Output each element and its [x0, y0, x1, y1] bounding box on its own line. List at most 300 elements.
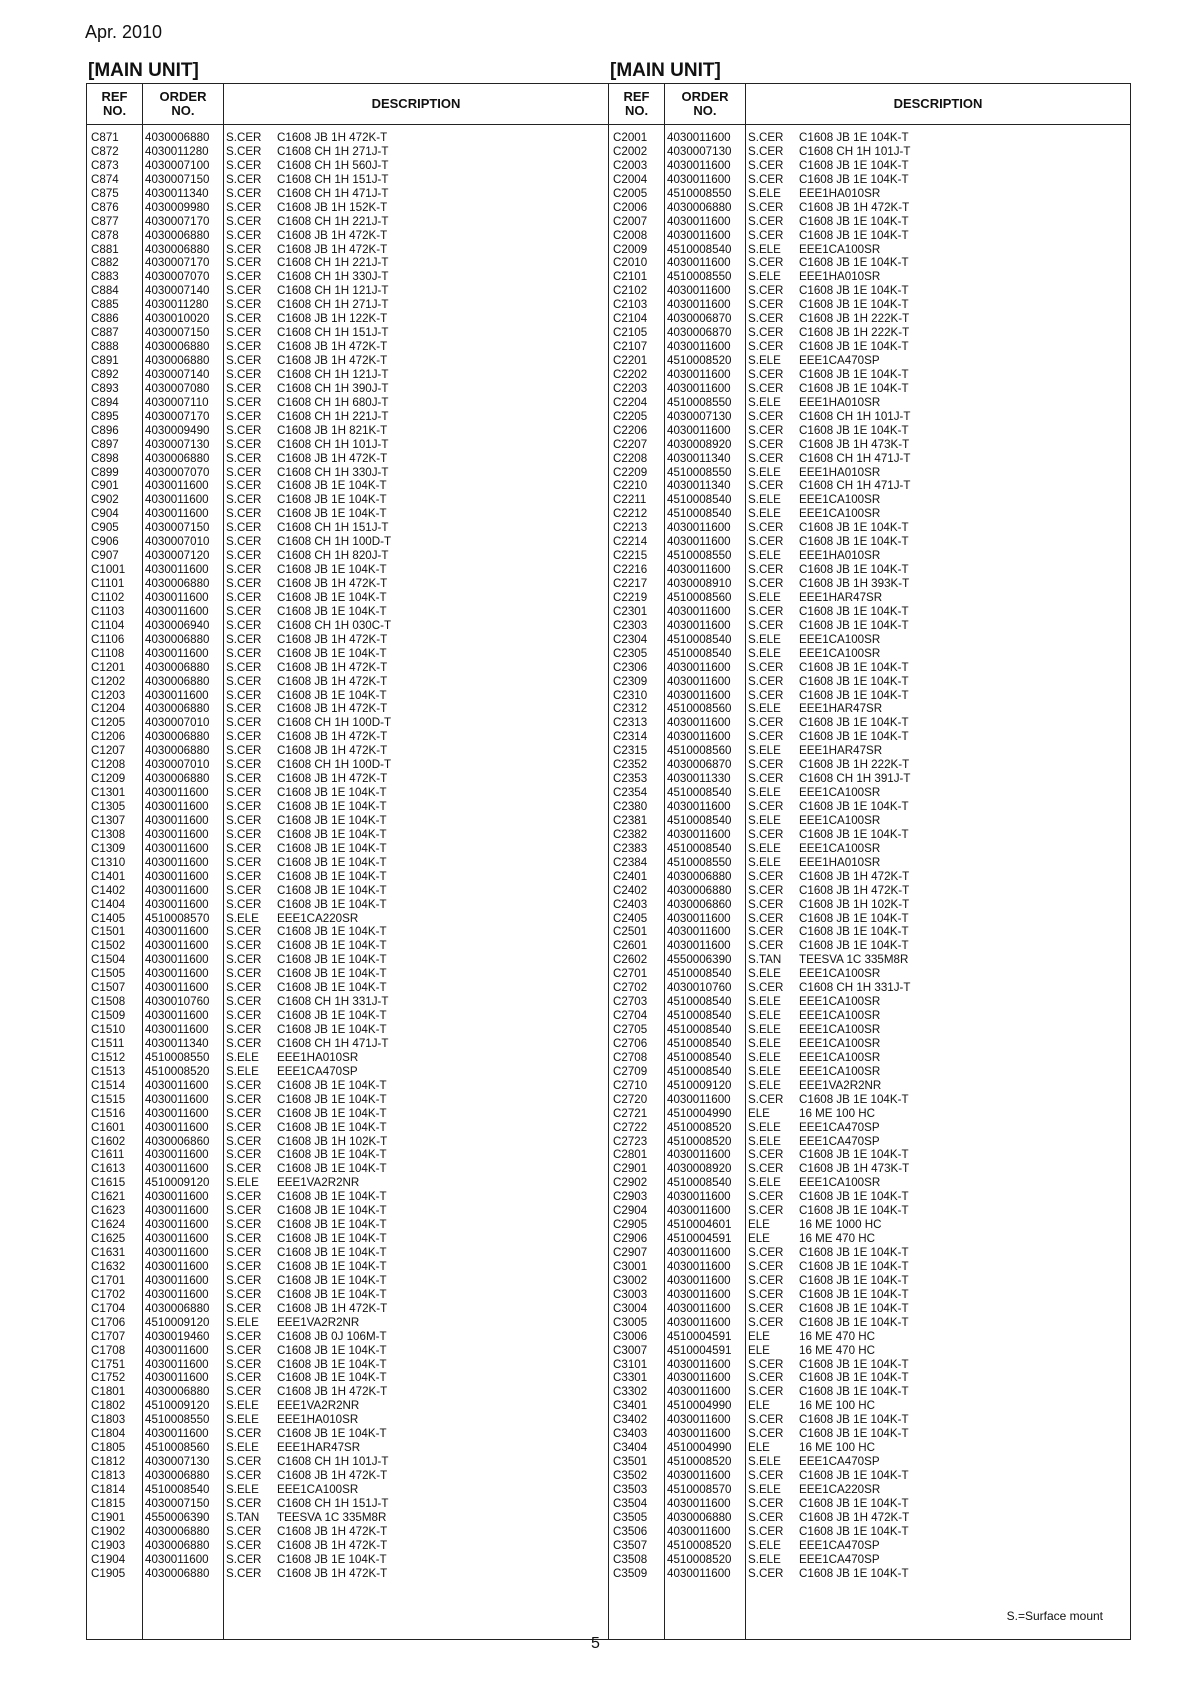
table-row — [87, 549, 608, 563]
part-description: 16 ME 100 HC — [799, 1399, 876, 1413]
order-no: 4030007170 — [145, 214, 210, 228]
part-description: C1608 JB 1H 393K-T — [799, 577, 910, 590]
part-type: S.CER — [226, 883, 262, 897]
part-description: C1608 JB 1E 104K-T — [799, 925, 909, 939]
part-description: C1608 CH 1H 121J-T — [277, 367, 389, 381]
part-type: S.CER — [748, 1427, 784, 1441]
ref-no: C1706 — [91, 1315, 126, 1329]
ref-no: C2202 — [613, 367, 648, 381]
part-type: S.CER — [226, 256, 262, 270]
part-description: EEE1CA470SP — [799, 354, 880, 367]
part-type: S.CER — [748, 800, 784, 813]
ref-no: C902 — [91, 493, 119, 507]
order-no: 4030007120 — [145, 549, 210, 563]
part-type: S.ELE — [748, 813, 781, 827]
order-no: 4510008520 — [145, 1064, 210, 1078]
part-description: C1608 JB 1E 104K-T — [277, 1246, 387, 1259]
table-row — [609, 479, 1130, 493]
order-no: 4030011600 — [667, 939, 731, 953]
order-no: 4030006880 — [667, 200, 732, 214]
order-no: 4030011600 — [145, 967, 209, 981]
part-description: 16 ME 470 HC — [799, 1329, 876, 1343]
part-description: C1608 JB 1H 472K-T — [277, 1524, 388, 1538]
order-no: 4030007140 — [145, 367, 210, 381]
ref-no: C1505 — [91, 967, 126, 981]
table-row — [87, 1121, 608, 1135]
part-description: C1608 JB 1E 104K-T — [799, 800, 909, 813]
order-no: 4030007070 — [145, 465, 210, 479]
order-no: 4030011600 — [145, 493, 209, 507]
order-no: 4030007110 — [145, 395, 209, 409]
part-description: C1608 CH 1H 151J-T — [277, 521, 389, 535]
order-no: 4030011600 — [145, 1427, 209, 1441]
order-no: 4510004990 — [667, 1106, 732, 1120]
order-no: 4510008520 — [667, 1455, 732, 1469]
part-description: C1608 CH 1H 471J-T — [799, 451, 911, 465]
order-no: 4030007010 — [145, 716, 210, 730]
ref-no: C1209 — [91, 772, 126, 786]
ref-no: C2206 — [613, 423, 648, 437]
part-type: S.ELE — [748, 1064, 781, 1078]
table-row — [87, 215, 608, 229]
order-no: 4030011600 — [145, 688, 209, 702]
table-row — [609, 215, 1130, 229]
table-row — [609, 1330, 1130, 1344]
table-row — [87, 870, 608, 884]
table-row — [87, 800, 608, 814]
table-row — [87, 493, 608, 507]
order-no: 4030006860 — [667, 897, 732, 911]
order-no: 4030011600 — [667, 1413, 731, 1427]
part-description: C1608 JB 1H 472K-T — [277, 228, 388, 242]
part-type: S.CER — [226, 618, 262, 632]
ref-no: C883 — [91, 270, 119, 284]
ref-no: C3403 — [613, 1427, 648, 1441]
order-no: 4030006880 — [145, 1566, 210, 1580]
part-type: S.CER — [226, 1134, 262, 1148]
order-no: 4030011600 — [145, 563, 209, 577]
part-type: ELE — [748, 1343, 770, 1357]
ref-no: C2405 — [613, 911, 648, 925]
table-row — [87, 786, 608, 800]
table-row — [609, 159, 1130, 173]
ref-no: C3001 — [613, 1259, 648, 1273]
order-no: 4030009490 — [145, 423, 210, 437]
order-no: 4030011600 — [145, 1120, 209, 1134]
order-no: 4030011600 — [145, 827, 209, 841]
order-no: 4030011600 — [145, 981, 209, 995]
table-row — [609, 1483, 1130, 1497]
order-no: 4030011600 — [145, 841, 209, 855]
table-row — [87, 1330, 608, 1344]
table-row — [609, 758, 1130, 772]
order-no: 4030011600 — [667, 716, 731, 730]
ref-no: C888 — [91, 340, 119, 354]
part-type: S.CER — [748, 144, 784, 158]
ref-no: C2309 — [613, 674, 648, 688]
part-description: C1608 JB 1E 104K-T — [277, 1371, 387, 1385]
part-type: S.CER — [226, 1009, 262, 1023]
table-row — [609, 1190, 1130, 1204]
part-type: S.CER — [748, 172, 784, 186]
table-row — [609, 577, 1130, 591]
part-type: S.CER — [748, 381, 784, 395]
part-type: S.CER — [226, 367, 262, 381]
table-body — [87, 125, 608, 1639]
part-description: C1608 CH 1H 151J-T — [277, 172, 389, 186]
order-no: 4030011600 — [667, 381, 731, 395]
table-row — [87, 563, 608, 577]
table-row — [87, 1469, 608, 1483]
table-row — [87, 187, 608, 201]
ref-no: C2005 — [613, 186, 648, 200]
table-row — [87, 661, 608, 675]
order-no: 4030006880 — [145, 1385, 210, 1399]
ref-no: C2401 — [613, 869, 648, 883]
part-description: C1608 JB 1E 104K-T — [277, 479, 387, 493]
part-type: S.CER — [748, 200, 784, 214]
part-description: EEE1VA2R2NR — [277, 1399, 360, 1413]
ref-no: C875 — [91, 186, 119, 200]
order-no: 4510008550 — [145, 1413, 210, 1427]
order-no: 4030011600 — [667, 674, 731, 688]
part-type: S.CER — [748, 298, 784, 312]
ref-no: C885 — [91, 298, 119, 312]
order-no: 4030006880 — [145, 660, 210, 674]
order-no: 4510004591 — [667, 1232, 732, 1246]
table-header — [609, 84, 1130, 125]
ref-no: C3506 — [613, 1524, 648, 1538]
part-description: C1608 JB 1E 104K-T — [277, 1552, 387, 1566]
order-no: 4510008540 — [667, 1036, 732, 1050]
part-type: S.CER — [748, 869, 784, 883]
ref-no: C3502 — [613, 1469, 648, 1482]
order-no: 4510008520 — [667, 1134, 732, 1148]
order-no: 4030006880 — [145, 1524, 210, 1538]
ref-no: C1309 — [91, 841, 126, 855]
part-type: S.ELE — [748, 1455, 781, 1469]
part-description: EEE1VA2R2NR — [277, 1315, 360, 1329]
part-description: C1608 JB 1E 104K-T — [277, 493, 387, 507]
order-no: 4030008910 — [667, 577, 732, 590]
part-description: C1608 JB 1H 472K-T — [799, 883, 910, 897]
order-no: 4030011600 — [145, 507, 209, 521]
part-description: C1608 JB 1E 104K-T — [799, 1273, 909, 1287]
table-row — [87, 898, 608, 912]
ref-no: C882 — [91, 256, 119, 270]
order-no: 4510008560 — [667, 590, 732, 604]
table-row — [609, 410, 1130, 424]
part-type: S.CER — [226, 1106, 262, 1120]
part-description: EEE1CA100SR — [799, 786, 881, 800]
part-description: EEE1HA010SR — [799, 465, 881, 479]
ref-no: C1204 — [91, 702, 126, 716]
part-type: S.CER — [226, 953, 262, 967]
part-type: S.CER — [226, 995, 262, 1009]
part-description: C1608 JB 0J 106M-T — [277, 1329, 387, 1343]
part-type: S.CER — [226, 312, 262, 326]
part-type: S.CER — [226, 744, 262, 758]
part-type: S.CER — [226, 507, 262, 521]
ref-no: C2207 — [613, 437, 648, 451]
ref-no: C1514 — [91, 1078, 126, 1092]
ref-no: C884 — [91, 284, 119, 298]
part-description: C1608 JB 1H 222K-T — [799, 312, 910, 326]
col-header-order: ORDER NO. — [143, 84, 224, 124]
ref-no: C2903 — [613, 1190, 648, 1204]
part-description: C1608 JB 1E 104K-T — [799, 228, 909, 242]
part-description: C1608 JB 1E 104K-T — [277, 967, 387, 981]
part-description: C1608 JB 1E 104K-T — [799, 1357, 909, 1371]
part-description: C1608 JB 1E 104K-T — [277, 1357, 387, 1371]
part-description: C1608 JB 1E 104K-T — [277, 1009, 387, 1023]
part-type: S.ELE — [226, 1176, 259, 1190]
part-type: S.CER — [226, 298, 262, 312]
ref-no: C2501 — [613, 925, 648, 939]
part-type: S.CER — [226, 1246, 262, 1259]
part-type: S.CER — [226, 1524, 262, 1538]
order-no: 4030009980 — [145, 200, 210, 214]
order-no: 4030006940 — [145, 618, 210, 632]
part-type: S.CER — [226, 577, 262, 590]
ref-no: C2313 — [613, 716, 648, 730]
order-no: 4030011600 — [667, 1371, 731, 1385]
part-type: S.CER — [748, 604, 784, 618]
table-row — [609, 786, 1130, 800]
order-no: 4510008540 — [667, 507, 732, 521]
part-description: C1608 JB 1H 472K-T — [799, 869, 910, 883]
part-type: S.CER — [226, 395, 262, 409]
right-section-title: [MAIN UNIT] — [610, 60, 721, 81]
part-description: C1608 JB 1H 102K-T — [799, 897, 910, 911]
part-type: S.CER — [226, 939, 262, 953]
part-description: C1608 JB 1H 472K-T — [277, 772, 388, 786]
part-description: C1608 CH 1H 151J-T — [277, 326, 389, 340]
table-row — [609, 1051, 1130, 1065]
table-row — [87, 1385, 608, 1399]
part-description: C1608 JB 1E 104K-T — [277, 1190, 387, 1204]
ref-no: C2004 — [613, 172, 648, 186]
table-row — [87, 744, 608, 758]
part-description: EEE1CA470SP — [799, 1538, 880, 1552]
table-row — [87, 256, 608, 270]
part-description: EEE1CA100SR — [799, 1009, 881, 1023]
ref-no: C892 — [91, 367, 119, 381]
table-row — [609, 981, 1130, 995]
order-no: 4510008540 — [667, 1023, 732, 1036]
ref-no: C1201 — [91, 660, 126, 674]
part-description: C1608 JB 1H 222K-T — [799, 758, 910, 772]
order-no: 4030011600 — [145, 1218, 209, 1232]
order-no: 4030007010 — [145, 535, 210, 549]
part-description: C1608 JB 1E 104K-T — [799, 1427, 909, 1441]
part-description: C1608 CH 1H 101J-T — [799, 409, 911, 423]
part-description: EEE1CA100SR — [799, 1176, 881, 1190]
ref-no: C2212 — [613, 507, 648, 521]
part-description: C1608 JB 1E 104K-T — [799, 911, 909, 925]
part-description: C1608 JB 1E 104K-T — [277, 1273, 387, 1287]
order-no: 4030007170 — [145, 409, 210, 423]
ref-no: C2101 — [613, 270, 648, 284]
part-type: S.CER — [748, 1566, 784, 1580]
ref-no: C2205 — [613, 409, 648, 423]
table-row — [87, 1162, 608, 1176]
ref-no: C2602 — [613, 953, 648, 967]
ref-no: C1511 — [91, 1036, 125, 1050]
ref-no: C2008 — [613, 228, 648, 242]
table-row — [609, 828, 1130, 842]
part-type: S.CER — [748, 1496, 784, 1510]
part-description: C1608 JB 1E 104K-T — [277, 507, 387, 521]
part-type: S.CER — [748, 925, 784, 939]
ref-no: C1805 — [91, 1441, 126, 1455]
part-type: S.ELE — [748, 465, 781, 479]
part-description: C1608 JB 1H 472K-T — [277, 131, 388, 144]
part-description: C1608 JB 1E 104K-T — [799, 618, 909, 632]
ref-no: C1611 — [91, 1148, 125, 1162]
order-no: 4030011600 — [667, 1315, 731, 1329]
ref-no: C1203 — [91, 688, 126, 702]
order-no: 4030010760 — [145, 995, 210, 1009]
ref-no: C2706 — [613, 1036, 648, 1050]
order-no: 4030007150 — [145, 1496, 210, 1510]
part-description: C1608 JB 1E 104K-T — [799, 535, 909, 549]
part-type: S.CER — [226, 1385, 262, 1399]
part-description: C1608 JB 1E 104K-T — [799, 1301, 909, 1315]
part-description: C1608 JB 1H 472K-T — [277, 577, 388, 590]
order-no: 4030006870 — [667, 312, 732, 326]
table-row — [87, 1065, 608, 1079]
part-description: C1608 JB 1E 104K-T — [799, 423, 909, 437]
part-type: S.CER — [226, 535, 262, 549]
ref-no: C1208 — [91, 758, 126, 772]
part-description: EEE1CA100SR — [799, 632, 881, 646]
table-row — [87, 340, 608, 354]
part-type: S.CER — [226, 1148, 262, 1162]
ref-no: C2009 — [613, 242, 648, 256]
part-type: S.CER — [748, 577, 784, 590]
ref-no: C2310 — [613, 688, 648, 702]
order-no: 4510004591 — [667, 1343, 732, 1357]
part-description: C1608 CH 1H 271J-T — [277, 144, 389, 158]
order-no: 4030011280 — [145, 298, 209, 312]
ref-no: C1707 — [91, 1329, 126, 1343]
order-no: 4030011600 — [145, 1106, 209, 1120]
part-description: C1608 CH 1H 100D-T — [277, 716, 392, 730]
order-no: 4030006880 — [667, 1510, 732, 1524]
ref-no: C2704 — [613, 1009, 648, 1023]
part-description: C1608 CH 1H 221J-T — [277, 214, 389, 228]
ref-no: C2902 — [613, 1176, 648, 1190]
part-description: C1608 JB 1E 104K-T — [277, 1259, 387, 1273]
ref-no: C1631 — [91, 1246, 126, 1259]
table-row — [87, 689, 608, 703]
table-row — [609, 1246, 1130, 1260]
order-no: 4510008550 — [667, 549, 732, 563]
order-no: 4510004990 — [667, 1399, 732, 1413]
table-row — [87, 1107, 608, 1121]
table-row — [87, 842, 608, 856]
ref-no: C2352 — [613, 758, 648, 772]
part-description: C1608 JB 1E 104K-T — [277, 939, 387, 953]
part-type: S.CER — [226, 590, 262, 604]
part-description: C1608 CH 1H 030C-T — [277, 618, 392, 632]
ref-no: C1814 — [91, 1482, 126, 1496]
part-description: C1608 JB 1E 104K-T — [799, 1204, 909, 1218]
part-type: S.ELE — [226, 1050, 259, 1064]
ref-no: C2209 — [613, 465, 648, 479]
part-type: S.CER — [226, 437, 262, 451]
ref-no: C3302 — [613, 1385, 648, 1399]
part-description: C1608 JB 1E 104K-T — [799, 716, 909, 730]
ref-no: C3501 — [613, 1455, 648, 1469]
part-type: S.CER — [748, 1287, 784, 1301]
part-description: EEE1CA470SP — [799, 1134, 880, 1148]
order-no: 4030011600 — [145, 1259, 209, 1273]
table-row — [609, 661, 1130, 675]
order-no: 4510008540 — [667, 1176, 732, 1190]
order-no: 4030007150 — [145, 172, 210, 186]
ref-no: C3503 — [613, 1482, 648, 1496]
order-no: 4030007100 — [145, 158, 210, 172]
table-row — [609, 438, 1130, 452]
order-no: 4030011600 — [667, 1566, 731, 1580]
part-description: C1608 JB 1E 104K-T — [277, 1092, 387, 1106]
ref-no: C2312 — [613, 702, 648, 716]
order-no: 4030007080 — [145, 381, 210, 395]
order-no: 4510008540 — [667, 995, 732, 1009]
table-row — [87, 702, 608, 716]
order-no: 4030006880 — [145, 340, 210, 354]
part-type: S.CER — [748, 1204, 784, 1218]
order-no: 4030006880 — [145, 702, 210, 716]
order-no: 4030011600 — [667, 688, 731, 702]
part-type: S.CER — [226, 1023, 262, 1036]
part-type: S.CER — [748, 1148, 784, 1162]
order-no: 4030007150 — [145, 326, 210, 340]
order-no: 4510004591 — [667, 1329, 732, 1343]
ref-no: C2303 — [613, 618, 648, 632]
ref-no: C1905 — [91, 1566, 126, 1580]
part-type: S.CER — [748, 437, 784, 451]
order-no: 4030007010 — [145, 758, 210, 772]
part-type: S.CER — [226, 326, 262, 340]
table-row — [87, 884, 608, 898]
table-row — [609, 1539, 1130, 1553]
part-description: C1608 JB 1H 122K-T — [277, 312, 388, 326]
part-type: S.CER — [748, 716, 784, 730]
table-row — [609, 145, 1130, 159]
ref-no: C1104 — [91, 618, 125, 632]
ref-no: C2306 — [613, 660, 648, 674]
ref-no: C2216 — [613, 563, 648, 577]
part-description: C1608 JB 1E 104K-T — [799, 827, 909, 841]
part-type: S.CER — [226, 1343, 262, 1357]
table-row — [87, 1483, 608, 1497]
order-no: 4030007170 — [145, 256, 210, 270]
part-description: C1608 JB 1E 104K-T — [799, 1287, 909, 1301]
ref-no: C1815 — [91, 1496, 126, 1510]
order-no: 4030011600 — [667, 284, 731, 298]
table-row — [609, 1232, 1130, 1246]
ref-no: C3504 — [613, 1496, 648, 1510]
table-row — [609, 424, 1130, 438]
part-description: C1608 JB 1H 472K-T — [277, 354, 388, 367]
table-row — [87, 1553, 608, 1567]
order-no: 4030011600 — [667, 1496, 731, 1510]
part-description: C1608 JB 1E 104K-T — [277, 590, 387, 604]
part-description: C1608 JB 1E 104K-T — [799, 367, 909, 381]
